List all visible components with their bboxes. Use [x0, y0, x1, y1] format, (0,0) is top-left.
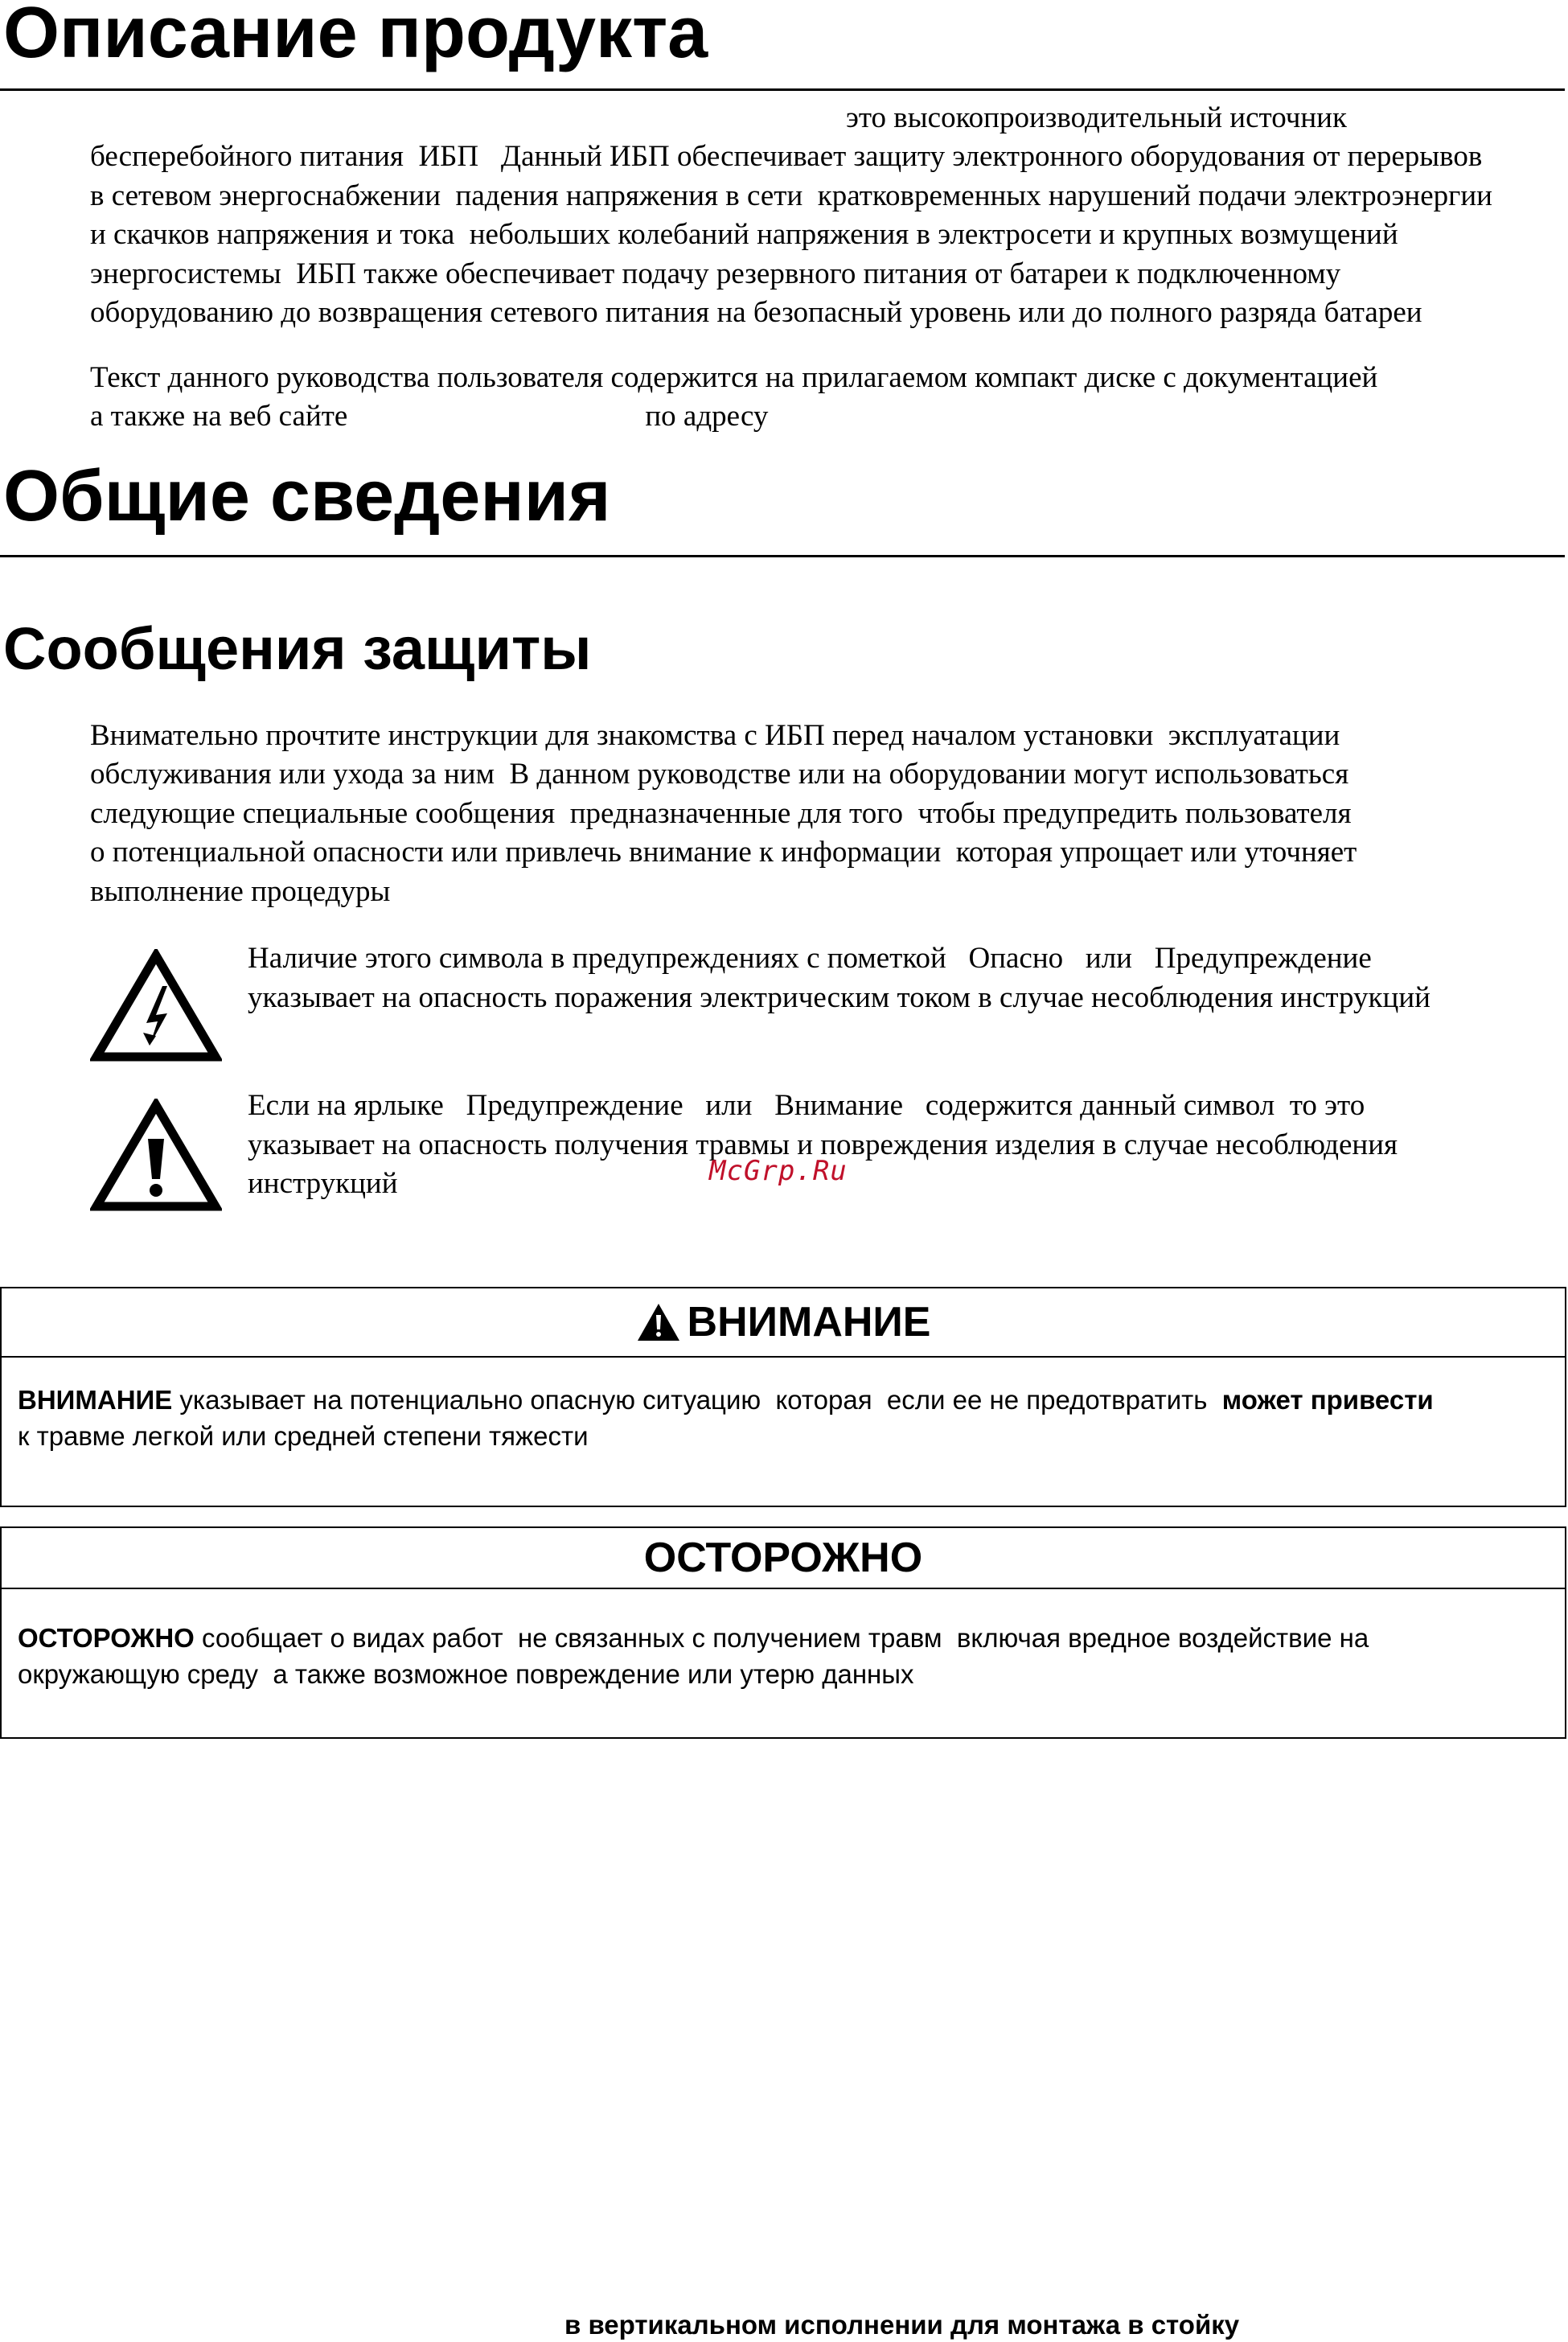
caution-box-title: ОСТОРОЖНО [643, 1535, 923, 1581]
page-footer: в вертикальном исполнении для монтажа в стойку [564, 2310, 1240, 2340]
symbol-text-line: Наличие этого символа в предупреждениях с пометкой Опасно или Предупреждение [248, 942, 1372, 975]
paragraph-line: обслуживания или ухода за ним В данном руководстве или на оборудовании могут использоваться [90, 758, 1349, 791]
caution-box-header [2, 1528, 1565, 1589]
paragraph-line: оборудованию до возвращения сетевого питания на безопасный уровень или до полного разряда батареи [90, 296, 1422, 330]
safety-messages-heading: Сообщения защиты [3, 615, 592, 682]
attention-body-text: указывает на потенциально опасную ситуацию которая если ее не предотвратить [172, 1385, 1222, 1415]
exclamation-symbol-text [248, 1087, 1558, 1204]
symbol-text-line: инструкций [248, 1167, 398, 1201]
caution-box [0, 1526, 1566, 1739]
paragraph-line: в сетевом энергоснабжении падения напряжения в сети кратковременных нарушений подачи электроэнергии [90, 179, 1492, 212]
paragraph-line: Текст данного руководства пользователя содержится на прилагаемом компакт диске с документацией [90, 361, 1378, 394]
caution-box-line: окружающую среду а также возможное повреждение или утерю данных [18, 1659, 914, 1689]
attention-bold-tail: может привести [1221, 1385, 1434, 1415]
paragraph-line: а также на веб сайте по адресу [90, 400, 769, 433]
caution-body-text: сообщает о видах работ не связанных с получением травм включая вредное воздействие на [194, 1623, 1369, 1653]
caution-box-body [2, 1589, 1565, 1692]
caution-box-line [18, 1620, 1565, 1656]
attention-box [0, 1287, 1566, 1507]
paragraph-line: следующие специальные сообщения предназначенные для того чтобы предупредить пользователя [90, 796, 1352, 830]
attention-box-header [2, 1288, 1565, 1358]
paragraph-line: о потенциальной опасности или привлечь внимание к информации которая упрощает или уточняет [90, 836, 1357, 869]
symbol-text-line: Если на ярлыке Предупреждение или Внимание содержится данный символ то это [248, 1089, 1365, 1122]
electric-shock-symbol-text [248, 939, 1558, 1017]
electric-shock-warning-icon [90, 949, 222, 1062]
attention-box-body [2, 1358, 1565, 1454]
paragraph-line: это высокопроизводительный источник [846, 101, 1347, 134]
watermark: McGrp.Ru [709, 1155, 848, 1187]
product-description-heading: Описание продукта [3, 0, 708, 73]
warning-triangle-icon [636, 1302, 681, 1342]
paragraph-line: Внимательно прочтите инструкции для знакомства с ИБП перед началом установки эксплуатации [90, 719, 1340, 752]
attention-bold-lead: ВНИМАНИЕ [18, 1385, 173, 1415]
paragraph-line: бесперебойного питания ИБП Данный ИБП обеспечивает защиту электронного оборудования от перерывов [90, 140, 1483, 174]
caution-bold-lead: ОСТОРОЖНО [18, 1623, 195, 1653]
paragraph-line: и скачков напряжения и тока небольших колебаний напряжения в электросети и крупных возмущений [90, 218, 1398, 252]
heading-rule [0, 88, 1565, 91]
attention-box-line [18, 1382, 1565, 1418]
attention-box-line: к травме легкой или средней степени тяжести [18, 1421, 589, 1451]
product-description-paragraph [90, 99, 1562, 332]
heading-rule [0, 555, 1565, 557]
safety-intro-paragraph [90, 717, 1562, 911]
exclamation-warning-icon [90, 1099, 222, 1211]
documentation-paragraph [90, 359, 1562, 437]
symbol-text-line: указывает на опасность получения травмы и повреждения изделия в случае несоблюдения [248, 1128, 1398, 1161]
paragraph-line: энергосистемы ИБП также обеспечивает подачу резервного питания от батареи к подключенному [90, 257, 1341, 290]
paragraph-line: выполнение процедуры [90, 874, 391, 908]
attention-box-title: ВНИМАНИЕ [687, 1299, 931, 1346]
general-info-heading: Общие сведения [3, 456, 611, 536]
symbol-text-line: указывает на опасность поражения электрическим током в случае несоблюдения инструкций [248, 980, 1430, 1014]
